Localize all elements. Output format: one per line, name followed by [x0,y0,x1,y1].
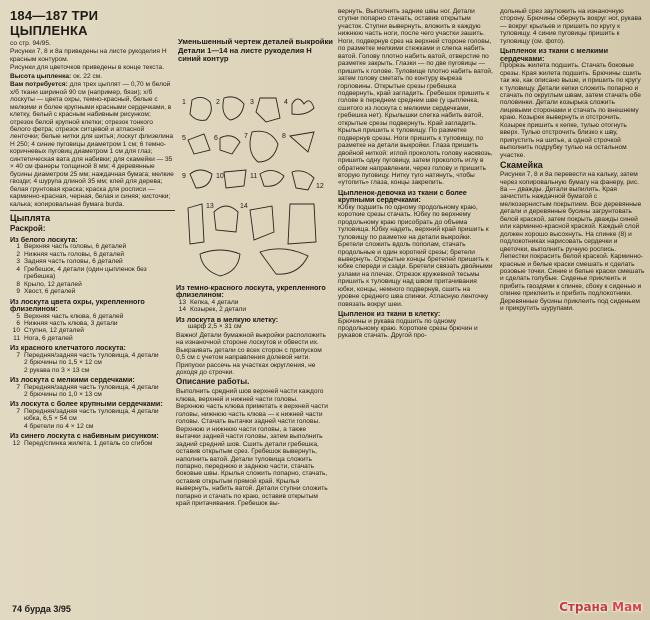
diagram-label-1: 1 [182,99,186,106]
check-white-title: Из лоскута в мелкую клетку: [176,314,279,324]
list-item [10,423,175,430]
list-item-number: 14 [178,306,186,314]
work-title: Описание работы. [176,377,250,387]
list-item-text: Перед/спинка жилета, 1 деталь со сгибом [24,439,153,447]
height-title: Высота цыпленка: [10,72,72,80]
diagram-label-5: 5 [182,135,186,142]
divider [10,210,175,211]
list-item [10,258,175,265]
watermark-logo [559,600,642,614]
height-line [10,73,175,80]
watermark-word-1: Страна [559,600,608,614]
diagram-label-11: 11 [250,173,258,180]
list-item-text: Козырек, 2 детали [190,306,247,314]
pattern-piece-5 [188,134,210,154]
small-hearts-chick-title: Цыпленок из ткани с мелкими сердечками: [500,46,609,63]
list-item-text: 2 рукава по 3 × 13 см [24,366,90,374]
girl-chick-text: Юбку подшить по одному продольному краю, короткие срезы стачать. Юбку по верхнему продольному краю присобрать до объема туловища. Юбку надеть, верхний край пришить к туловищу по разметке на детали выкройки. Бретели сложить вдоль пополам, стачать продольные и один короткий срезы; бретели вывернуть. Открытые концы бретелей пришить к юбке спереди и сзади. Бретели связать двойными узлами на плечах. Отрезок кружевной тесьмы пришить к туловищу над швом притачивания юбки, концы, немного подвернув, сшить на уровне среднего шва спинки. Атласную ленточку повязать вокруг шеи. [338,203,493,308]
diagram-label-8: 8 [282,133,286,140]
pattern-piece-17 [200,250,240,276]
pattern-piece-16 [288,204,316,244]
page-title: 184—187 ТРИ ЦЫПЛЕНКА [10,8,99,38]
diagram-label-9: 9 [182,173,186,180]
list-item-text: Задняя часть головы, 6 деталей [24,258,123,266]
assembly-text-1: вернуть. Выполнить задние швы ног. Детали ступни попарно стачать, оставив открытым участок. Ступни вывернуть, вложить в каждую нижнюю часть ноги, после чего участки зашить. Ноги, подвернув срез на верхней стороне головы, по разметке мелкими стежками и слегка набить ватой. Голову плотно набить ватой, отверстие по разметке закрыть. Глазки — по две пуговицы — пришить к голове. Туловище плотно набить ватой, затем голову сметать по контуру выреза горловины. Открытые срезы гребешка подвернуть, край загладить. Гребешок пришить к голове в переднем среднем шве (у цыпленка, сшитого из лоскута с мелкими сердечками, гребешка нет). Крылышки слегка набить ватой, открытые срезы подвернуть. Край загладить. Крылья пришить к туловищу. По разметке подвернув срезы. Ноги пришить к туловищу, по разметке на детали выкройки. Глаза пришить двойной ниткой: иглой проколоть голову насквозь, пришить одну пуговицу, затем проколоть иглу в обратном направлении, через голову и пришить вторую пуговицу. Нитку туго натянуть, чтобы «утопить» глаза, концы закрепить. [338,8,493,187]
white-fabric-title: Из белого лоскута: [10,234,78,244]
bench-title: Скамейка [500,160,543,171]
list-item-number: 2 [16,250,20,258]
diagram-title: Уменьшенный чертеж деталей выкройки [178,37,333,46]
list-item-text: Нижняя часть клюва, 3 детали [24,319,118,327]
list-item-text: Гребешок, 4 детали (один цыпленок без гребешка) [24,265,147,281]
important-note: Важно! Детали бумажной выкройки расположить на изнаночной стороне лоскутов и обвести их. Выкраивать детали со всех сторон с припуском 0,5 см с учетом направления долевой нити. Припуски рассечь на участках округления, не доходя до строчки. [176,331,326,376]
pattern-piece-9 [190,170,212,188]
list-item-text: Верхняя часть головы, 6 деталей [24,243,127,251]
red-fabric-title: Из темно-красного лоскута, укрепленного флизелином: [176,283,326,300]
intro-text-2: Рисунки для цветочков приведены в конце текста. [10,64,165,72]
list-item [176,306,328,313]
needs-text: для трех цыплят — 0,70 м белой х/б ткани шириной 90 см (например, бязи); х/б лоскуты — цвета охры, темно-красный, белые с мелкими и более крупными красными сердечками, в клетку, белый с красным набивным рисунком; отрезок белой крупной клетки; отрезок тонкого белого фетра; отрезок ситцевой и атласной ленточки; белые нитки для шитья; лоскут флизелина Н 250; 4 синие пуговицы диаметром 1 см; 6 темно-коричневых пуговиц диаметром 1 см для глаз; синтетическая вата для набивки; для скамейки — 35 × 40 см фанеры толщиной 8 мм; 4 деревянные бусины диаметром 25 мм; наждачная бумага; мелкие гвозди; 4 шурупа длиной 35 мм; клей для дерева; белая грунтовая краска; краска для росписи — карминно-красная, черная, белая и синяя; кисточки; калька; копировальная бумага burda. [10,81,174,208]
pattern-piece-7 [250,131,278,162]
red-fabric-list [176,299,328,314]
check-fabric-title: Из красного клетчатого лоскута: [10,343,126,353]
small-hearts-list [10,384,175,399]
needs-title: Вам потребуется: [10,81,68,89]
intro-text-1: Рисунки 7, 8 и 8а приведены на листе рукоделия Н красным контуром. [10,48,167,63]
ochre-fabric-title: Из лоскута цвета охры, укрепленного флизелином: [10,296,145,314]
pattern-piece-4 [292,99,314,114]
diagram-label-7: 7 [244,133,248,140]
list-item-number: 1 [16,243,20,251]
list-item-text: Нижняя часть головы, 6 деталей [24,250,125,258]
pattern-piece-15 [250,206,274,240]
list-item-text: Передняя/задняя часть туловища, 4 детали [24,407,159,415]
list-item [10,243,175,250]
pattern-piece-3 [256,98,280,122]
list-item-text: 4 бретели по 4 × 12 см [24,422,94,430]
pattern-piece-18 [260,249,308,274]
list-item-number [10,359,22,366]
big-hearts-title: Из лоскута с более крупными сердечками: [10,399,163,409]
list-item [10,359,175,366]
pattern-piece-13 [188,204,204,244]
list-item-number: 4 [16,265,20,273]
list-item-text: Хвост, 6 деталей [24,288,76,296]
diagram-label-10: 10 [216,173,224,180]
list-item-text: Передняя/задняя часть туловища, 4 детали [24,383,159,391]
list-item-number: 13 [178,298,186,306]
diagram-label-3: 3 [250,99,254,106]
small-hearts-chick-text: Прорезь жилета подшить. Стачать боковые срезы. Края жилета подшить. Брючины сшить так же, как описано выше, и пришить по кругу к туловищу. Детали кепки сложить попарно и стачать по округлым швам, затем стачать обе половинки. Детали козырька сложить лицевыми сторонами и стачать по внешнему краю. Козырек вывернуть и отстрочить. Козырек пришить к кепке, тулью отогнуть вверх. Тулью отстрочить близко к шву, припустить на шитье, а одной строчкой выполнить подрубку тулью на остальном участке. [500,62,642,159]
pattern-piece-8 [290,132,314,152]
list-item-number: 11 [13,334,20,342]
pattern-piece-14 [214,206,238,232]
list-item-text: 2 брючины по 1,0 × 13 см [24,391,102,399]
check-chick-title: Цыпленок из ткани в клетку: [338,309,441,319]
pattern-piece-1 [190,97,211,120]
column-materials [10,8,175,618]
check-fabric-list [10,352,175,374]
diagram-label-6: 6 [214,135,218,142]
list-item [10,266,175,281]
list-item-text: Ступня, 12 деталей [24,327,84,335]
column-cutting-work [176,282,328,620]
list-item-number: 7 [16,351,20,359]
list-item-number: 12 [12,439,20,447]
list-item [10,415,175,422]
list-item [10,335,175,342]
print-fabric-list [10,440,175,447]
pattern-piece-12 [292,171,314,190]
column-bench [500,8,645,568]
list-item-number [10,415,22,422]
column-assembly [338,8,493,568]
watermark-word-2: Мам [612,600,642,614]
diagram-label-2: 2 [216,99,220,106]
list-item-number: 8 [16,280,20,288]
list-item-number [10,423,22,430]
pattern-piece-11 [260,170,284,186]
list-item [10,327,175,334]
bench-text: Рисунки 7, 8 и 8а перевести на кальку, затем через копировальную бумагу на фанеру, рис. 8а — дважды. Детали выпилить. Края зачистить наждачной бумагой с мелкозернистым покрытием. Все деревянные детали и деревянные бусины загрунтовать белой краской, затем покрыть дважды синей или карминно-красной краской. Каждый слой должен хорошо высохнуть. На спинке (8) и подлокотниках нарисовать сердечки и цветочки, выполнить ручную роспись. Лепестки покрасить белой краской. Карминно-красные и белые краски смешать и сделать розовые точки. Синие и белые краски смешать и сделать голубые. Сиденье приклеить и прибить гвоздями к спинке, сбоку к сиденью и спинке приклеить и прибить подлокотники. Деревянные бусины приклеить под сиденьем и прикрутить шурупами. [500,171,645,313]
list-item-text: Передняя/задняя часть туловища, 4 детали [24,351,159,359]
pattern-piece-6 [220,136,240,154]
list-item [10,391,175,398]
list-item [10,313,175,320]
list-item-number [10,391,22,398]
list-item [176,299,328,306]
small-hearts-title: Из лоскута с мелкими сердечками: [10,375,135,385]
list-item-text: Крыло, 12 деталей [24,280,82,288]
section-chicks-title: Цыплята [10,212,51,223]
page-footer: 74 бурда 3/95 [12,604,71,614]
list-item-number: 10 [12,327,20,335]
list-item-number: 3 [16,258,20,266]
diagram-label-13: 13 [206,203,214,210]
list-item [10,384,175,391]
list-item-text: Кепка, 4 детали [190,298,239,306]
needs-paragraph [10,81,175,208]
list-item-text: Верхняя часть клюва, 6 деталей [24,312,124,320]
check-white-item: шарф 2,5 × 31 см [188,323,242,331]
pattern-piece-2 [223,97,244,120]
page-reference: со стр. 94/95. [10,40,51,47]
list-item-text: юбка, 6,5 × 54 см [24,415,77,423]
diagram-title-block [178,38,333,64]
diagram-label-12: 12 [316,183,324,190]
list-item [10,367,175,374]
list-item-number: 6 [16,319,20,327]
cutting-title: Раскрой: [10,223,46,233]
list-item-number [10,367,22,374]
diagram-label-4: 4 [284,99,288,106]
list-item-text: Нога, 6 деталей [24,334,73,342]
list-item-text: 2 брючины по 1,5 × 12 см [24,359,102,367]
pattern-pieces-diagram [180,92,330,280]
pattern-piece-10 [224,170,246,188]
big-hearts-list [10,408,175,430]
list-item-number: 5 [16,312,20,320]
list-item [10,288,175,295]
print-fabric-title: Из синего лоскута с набивным рисунком: [10,431,159,441]
check-chick-text: Брючины и рукава подшить по одному продольному краю. Короткие срезы брючин и рукавов стачать. Другой про- [338,317,478,340]
girl-chick-title: Цыпленок-девочка из ткани с более крупными сердечками: [338,187,467,205]
diagram-subtitle: Детали 1—14 на листе рукоделия Н синий контур [178,45,312,64]
height-value: ок. 22 см. [73,72,103,80]
list-item [10,440,175,447]
list-item-number: 7 [16,407,20,415]
bench-intro-text: дольный срез заутюжить на изнаночную сторону. Брючины обернуть вокруг ног, рукава — вокруг крыльев и пришить по кругу к туловищу. 4 синие пуговицы пришить к туловищу (см. фото). [500,8,642,45]
list-item-number: 7 [16,383,20,391]
work-text: Выполнить средний шов верхней части каждого клюва, верхней и нижней части головы. Верхнюю часть клюва приметать к верхней части головы, нижнюю часть клюва — к нижней части головы. Стачать вытачки задней части головы. Верхнюю и нижнюю части головы, а также вытачки задней части головы, затем выполнить задний средний шов. Сшить детали гребешка, оставив открытым срез. Гребешок вывернуть, наполнить ватой. Детали туловища сложить попарно, переднюю и заднюю части, стачать боковые швы. Крылья сложить попарно, стачать, оставив открытым прямой край. Крылья вывернуть, набить ватой. Детали ступни сложить попарно и стачать по краю, оставив открытым край притачивания. Гребешок вы- [176,388,328,508]
list-item-number: 9 [16,288,20,296]
diagram-label-14: 14 [240,203,248,210]
ochre-fabric-list [10,313,175,343]
white-fabric-list [10,243,175,295]
